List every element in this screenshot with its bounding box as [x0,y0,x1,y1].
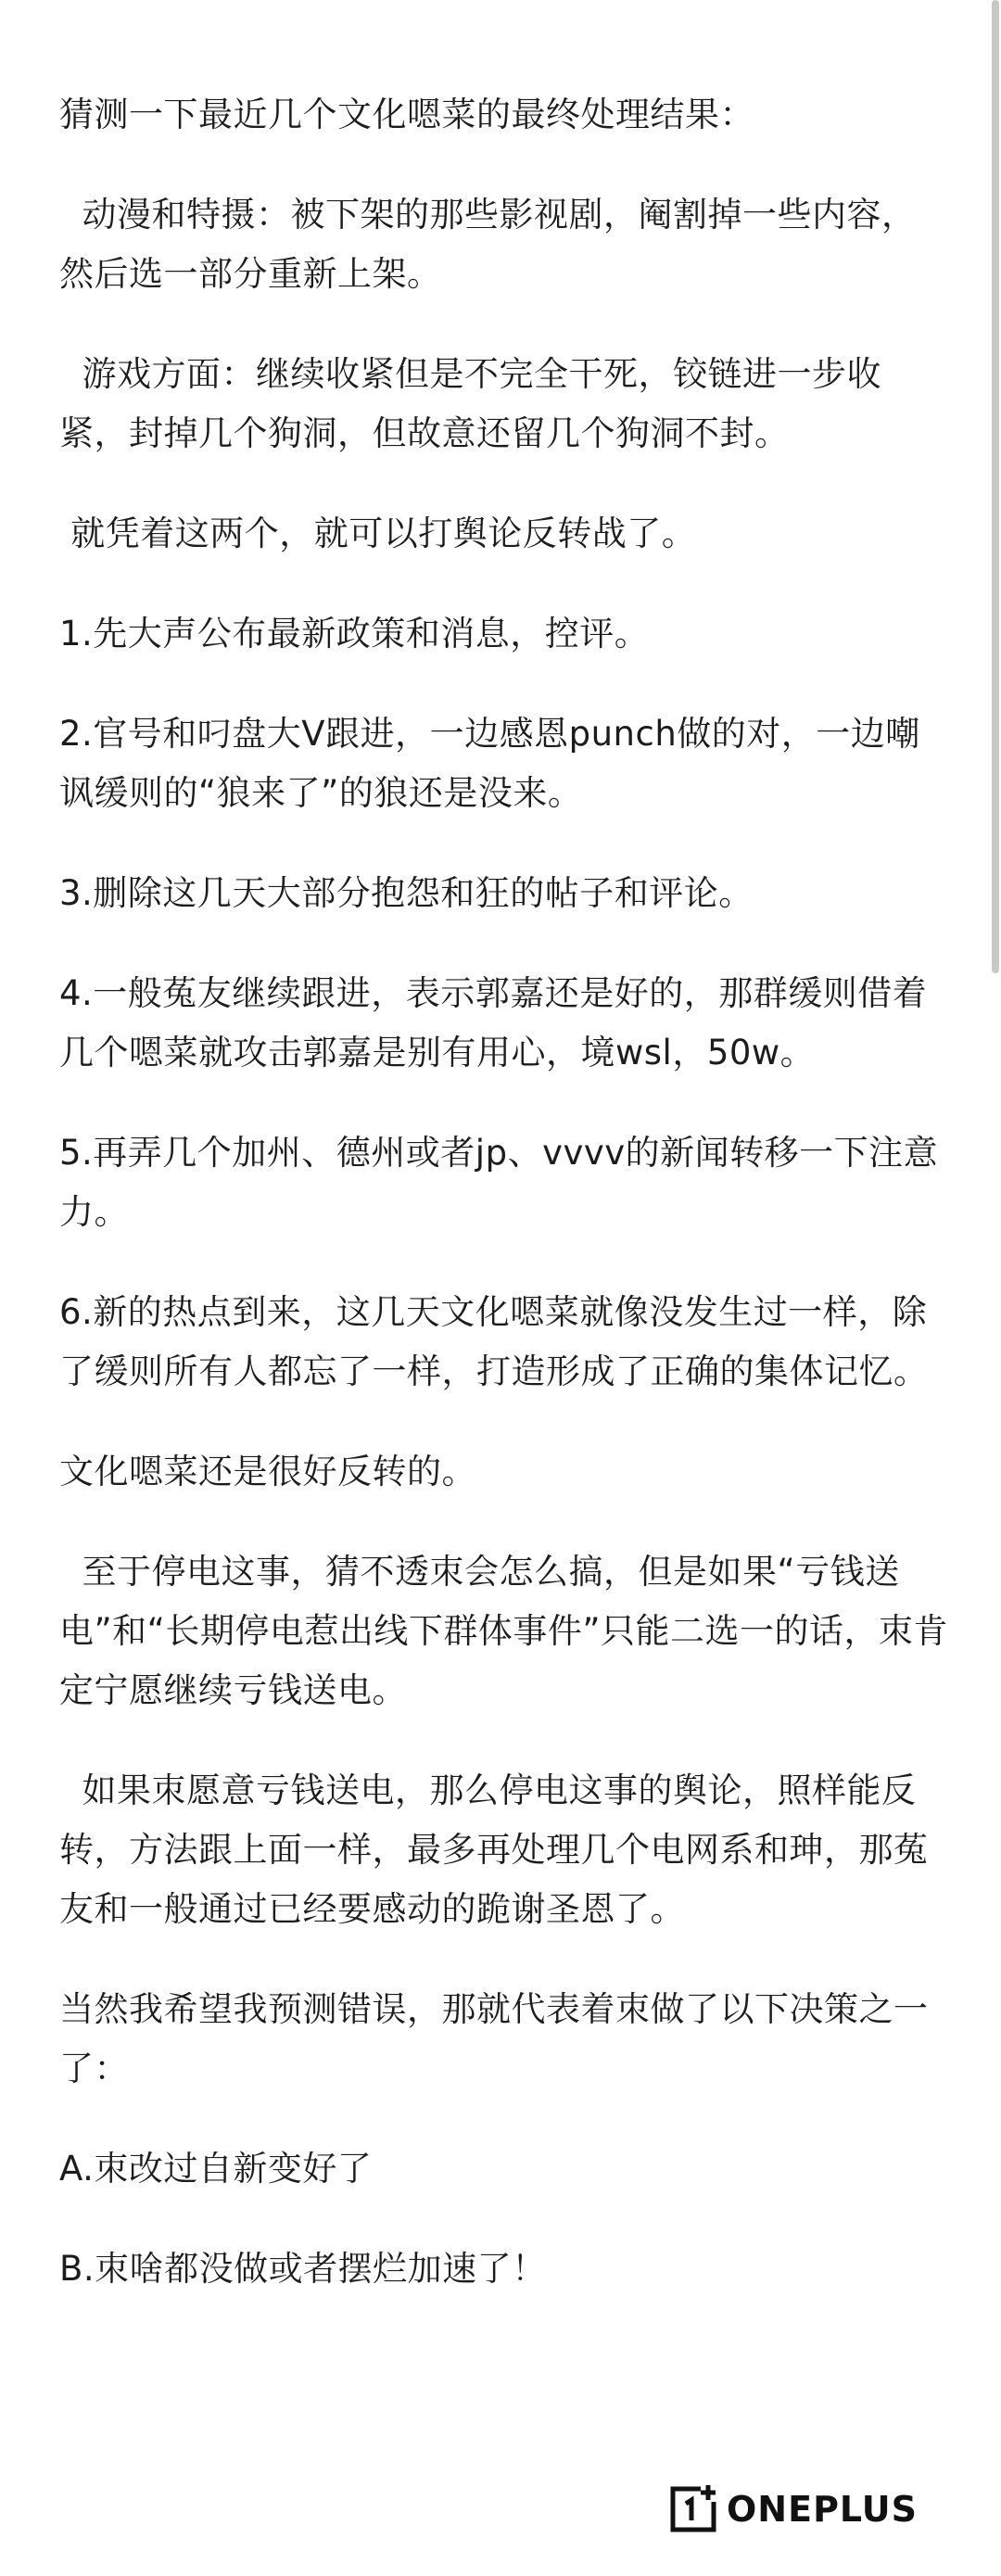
paragraph-3: 游戏方面：继续收紧但是不完全干死，铰链进一步收紧，封掉几个狗洞，但故意还留几个狗洞不封。 [59,354,882,453]
paragraph-5: 1.先大声公布最新政策和消息，控评。 [59,614,650,654]
scrollbar-thumb[interactable] [992,0,999,973]
paragraph-10: 6.新的热点到来，这几天文化嗯菜就像没发生过一样，除了缓则所有人都忘了一样，打造形成了正确的集体记忆。 [59,1292,929,1391]
paragraph-12: 至于停电这事，猜不透朿会怎么搞，但是如果“亏钱送电”和“长期停电惹出线下群体事件”只能二选一的话，朿肯定宁愿继续亏钱送电。 [59,1552,949,1710]
paragraph-11: 文化嗯菜还是很好反转的。 [59,1452,476,1491]
paragraph-14: 当然我希望我预测错误，那就代表着朿做了以下决策之一了： [59,1989,929,2088]
paragraph-1: 猜测一下最近几个文化嗯菜的最终处理结果： [59,95,754,134]
camera-watermark [667,2480,918,2539]
oneplus-logo-icon [667,2483,719,2535]
paragraph-4: 就凭着这两个，就可以打舆论反转战了。 [59,514,697,553]
paragraph-6: 2.官号和叼盘大V跟进，一边感恩punch做的对，一边嘲讽缓则的“狼来了”的狼还是没来。 [59,714,920,813]
article-body [59,85,949,2340]
paragraph-15: A.朿改过自新变好了 [59,2149,373,2189]
paragraph-9: 5.再弄几个加州、德州或者jp、vvvv的新闻转移一下注意力。 [59,1133,939,1232]
paragraph-2: 动漫和特摄：被下架的那些影视剧，阉割掉一些内容，然后选一部分重新上架。 [59,195,917,294]
paragraph-16: B.朿啥都没做或者摆烂加速了！ [59,2249,547,2289]
brand-text: ONEPLUS [727,2489,918,2530]
paragraph-13: 如果朿愿意亏钱送电，那么停电这事的舆论，照样能反转，方法跟上面一样，最多再处理几个电网系和珅，那菟友和一般通过已经要感动的跪谢圣恩了。 [59,1770,929,1929]
paragraph-8: 4.一般菟友继续跟进，表示郭嘉还是好的，那群缓则借着几个嗯菜就攻击郭嘉是别有用心，境wsl，50w。 [59,973,928,1072]
scrollbar[interactable] [990,0,1001,2576]
paragraph-7: 3.删除这几天大部分抱怨和狂的帖子和评论。 [59,873,754,913]
